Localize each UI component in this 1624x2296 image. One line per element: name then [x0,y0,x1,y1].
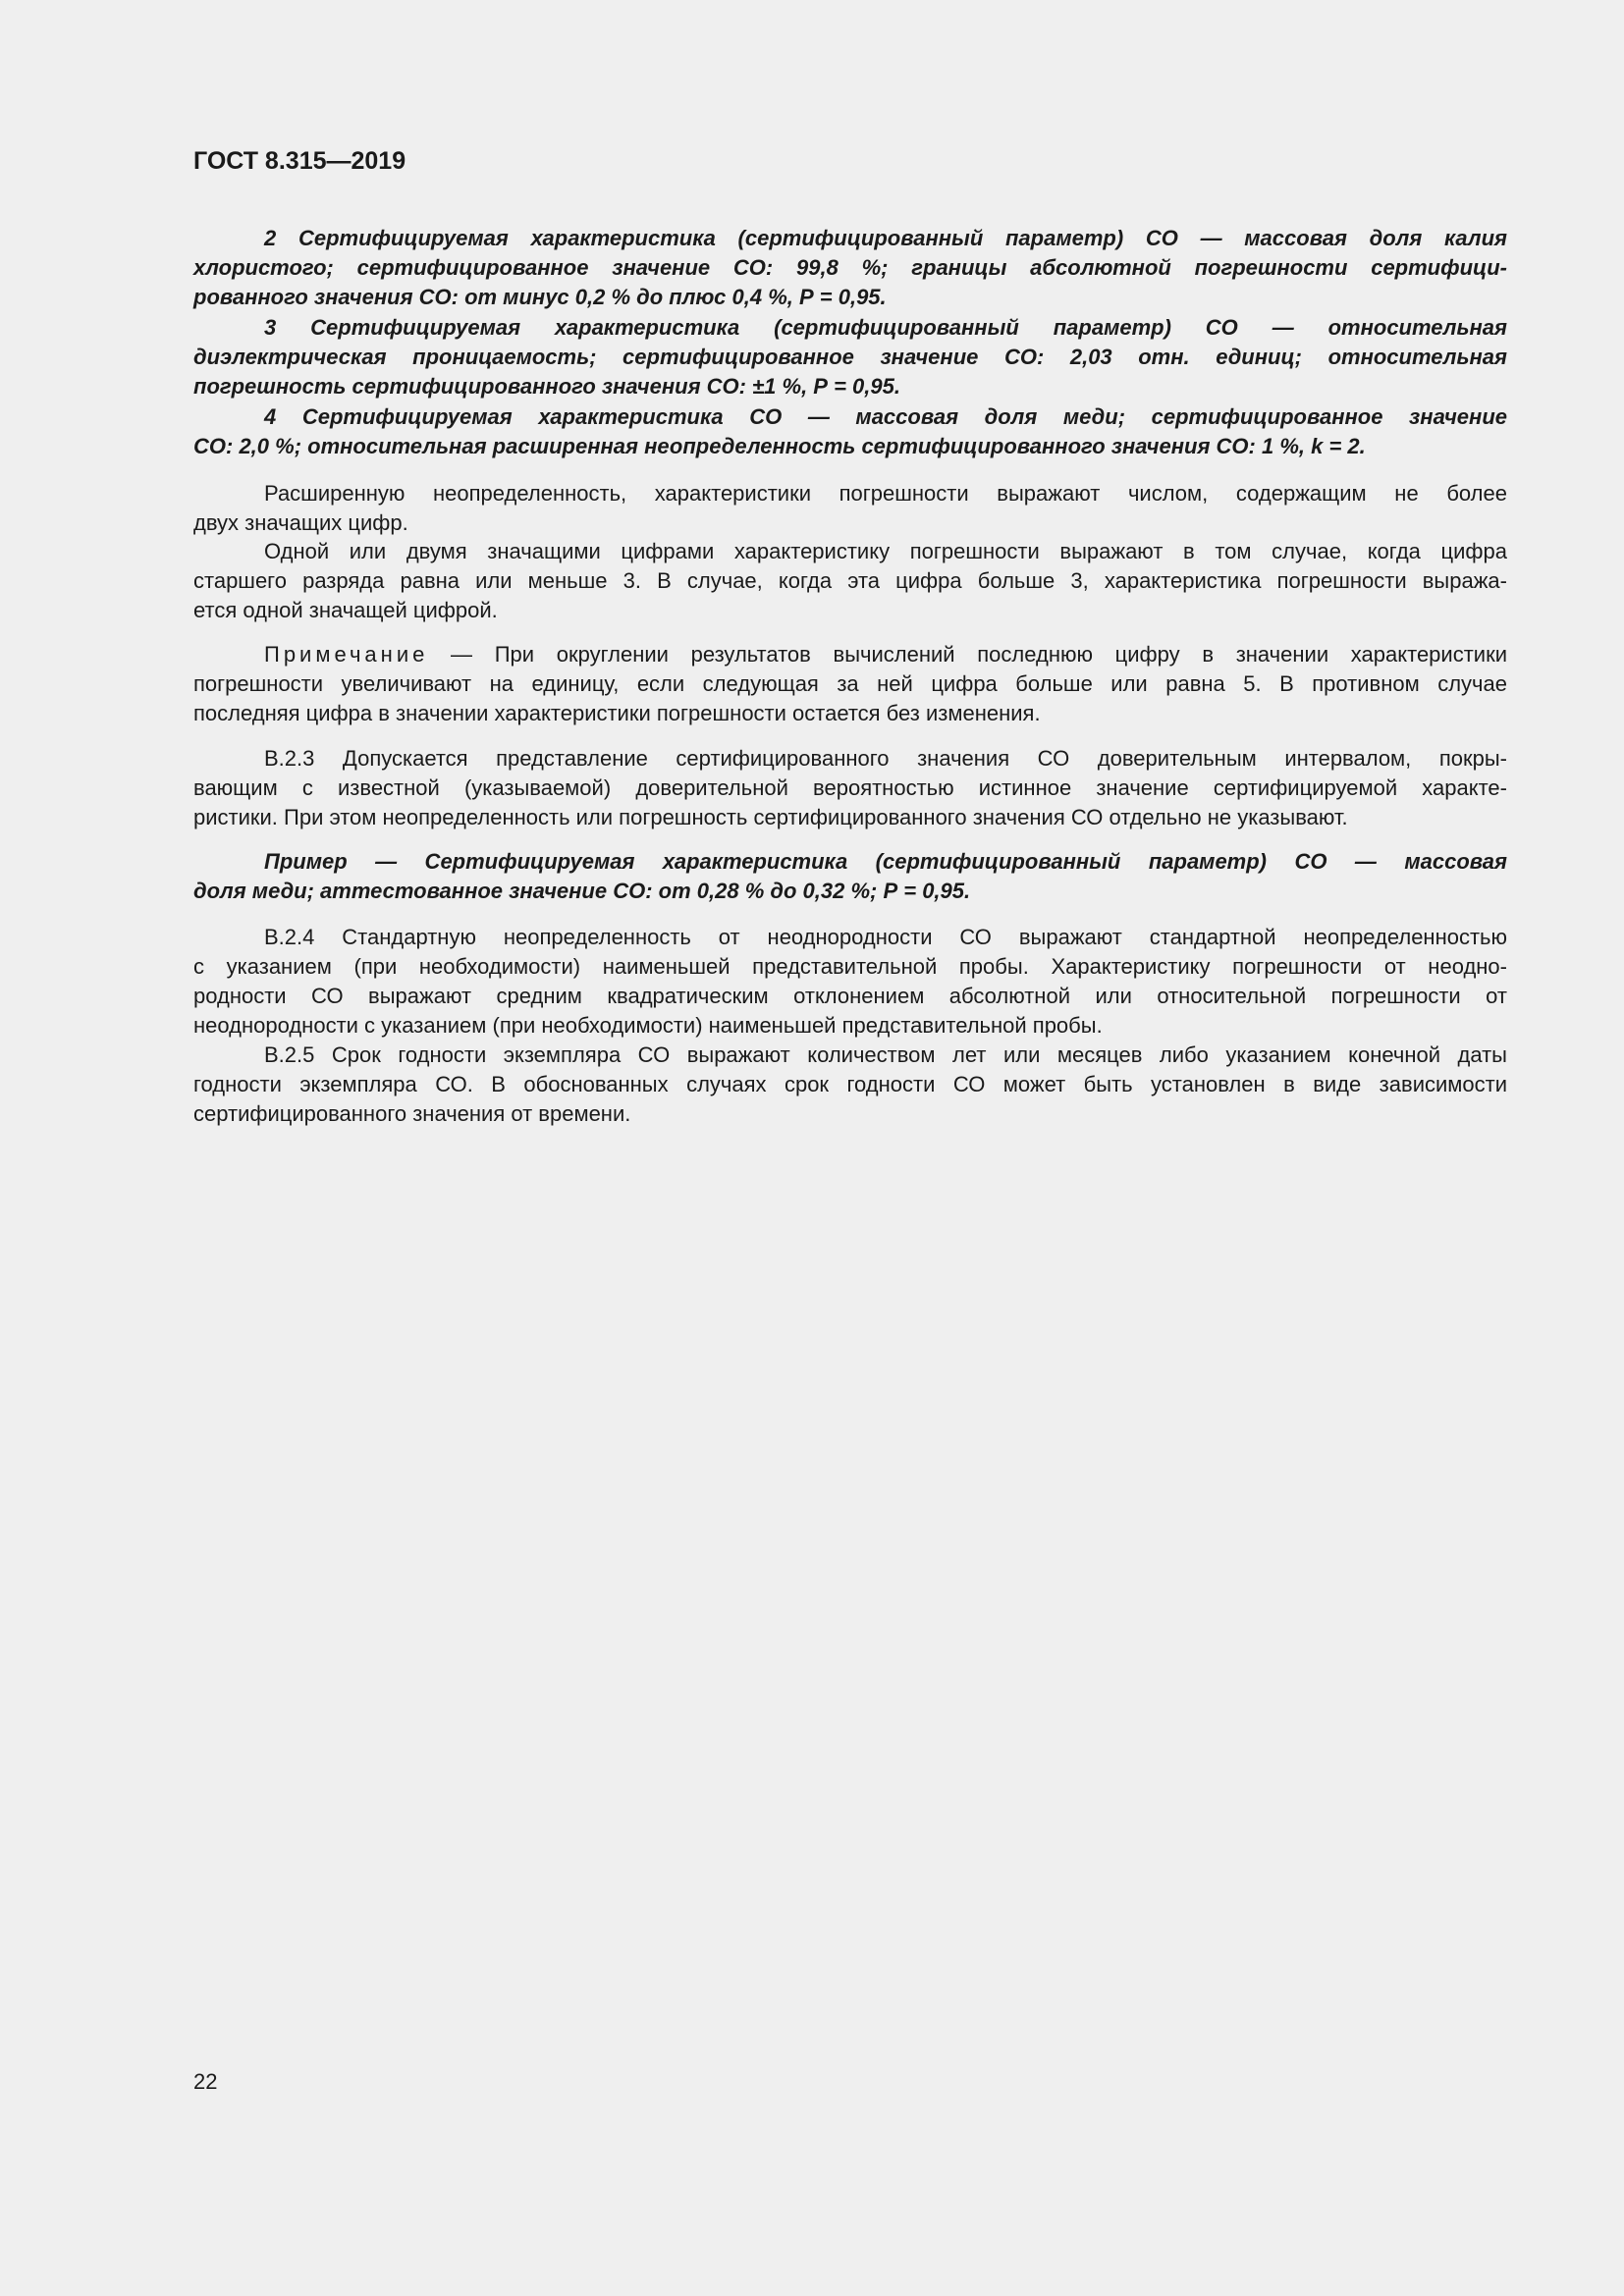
text-line: ристики. При этом неопределенность или погрешность сертифицированного значения СО отдельно не указывают. [193,805,1348,829]
document-header: ГОСТ 8.315—2019 [193,147,406,175]
text-line: двух значащих цифр. [193,510,408,535]
text-line: Расширенную неопределенность, характеристики погрешности выражают числом, содержащим не более [264,481,1507,506]
section-b-2-4 [193,923,1507,1041]
text-line: 3 Сертифицируемая характеристика (сертифицированный параметр) СО — относительная [264,315,1507,340]
text-line: рованного значения СО: от минус 0,2 % до плюс 0,4 %, Р = 0,95. [193,285,887,309]
text-line [193,640,1507,669]
text-line: годности экземпляра СО. В обоснованных случаях срок годности СО может быть установлен в виде зависимости [193,1072,1507,1096]
section-b-2-5 [193,1041,1507,1129]
note-label: Примечание [264,642,429,667]
section-b-2-3 [193,744,1507,832]
text-line: Одной или двумя значащими цифрами характеристику погрешности выражают в том случае, когда цифра [264,539,1507,563]
text-line: последняя цифра в значении характеристики погрешности остается без изменения. [193,701,1041,725]
text-line: 4 Сертифицируемая характеристика СО — массовая доля меди; сертифицированное значение [264,404,1507,429]
text-line: родности СО выражают средним квадратическим отклонением абсолютной или относительной погрешности от [193,984,1507,1008]
text-line: доля меди; аттестованное значение СО: от 0,28 % до 0,32 %; Р = 0,95. [193,879,971,903]
text-line: старшего разряда равна или меньше 3. В случае, когда эта цифра больше 3, характеристика погрешности выража- [193,568,1507,593]
text-line: 2 Сертифицируемая характеристика (сертифицированный параметр) СО — массовая доля калия [264,226,1507,250]
text-line: Пример — Сертифицируемая характеристика (сертифицированный параметр) СО — массовая [264,849,1507,874]
text-line: В.2.4 Стандартную неопределенность от неоднородности СО выражают стандартной неопределенностью [264,925,1507,949]
text-line: погрешности увеличивают на единицу, если следующая за ней цифра больше или равна 5. В противном случае [193,671,1507,696]
text-line: В.2.5 Срок годности экземпляра СО выражают количеством лет или месяцев либо указанием конечной даты [264,1042,1507,1067]
text-line: с указанием (при необходимости) наименьшей представительной пробы. Характеристику погрешности от неодно- [193,954,1507,979]
certified-example-3 [193,313,1507,401]
text-line: погрешность сертифицированного значения СО: ±1 %, Р = 0,95. [193,374,900,399]
text-line: СО: 2,0 %; относительная расширенная неопределенность сертифицированного значения СО: 1 %, k = 2. [193,434,1366,458]
text-line: сертифицированного значения от времени. [193,1101,631,1126]
note-text: — При округлении результатов вычислений последнюю цифру в значении характеристики [451,642,1507,667]
text-line: В.2.3 Допускается представление сертифицированного значения СО доверительным интервалом, покры- [264,746,1507,771]
text-line: хлористого; сертифицированное значение СО: 99,8 %; границы абсолютной погрешности сертифици- [193,255,1507,280]
significant-digits-rule [193,537,1507,625]
rounding-rule [193,479,1507,538]
text-line: неоднородности с указанием (при необходимости) наименьшей представительной пробы. [193,1013,1103,1038]
example-paragraph [193,847,1507,906]
text-line: диэлектрическая проницаемость; сертифицированное значение СО: 2,03 отн. единиц; относительная [193,345,1507,369]
certified-example-4 [193,402,1507,461]
text-line: вающим с известной (указываемой) доверительной вероятностью истинное значение сертифицируемой характе- [193,775,1507,800]
note-paragraph [193,640,1507,728]
text-line: ется одной значащей цифрой. [193,598,498,622]
page-number: 22 [193,2069,218,2094]
certified-example-2 [193,224,1507,312]
